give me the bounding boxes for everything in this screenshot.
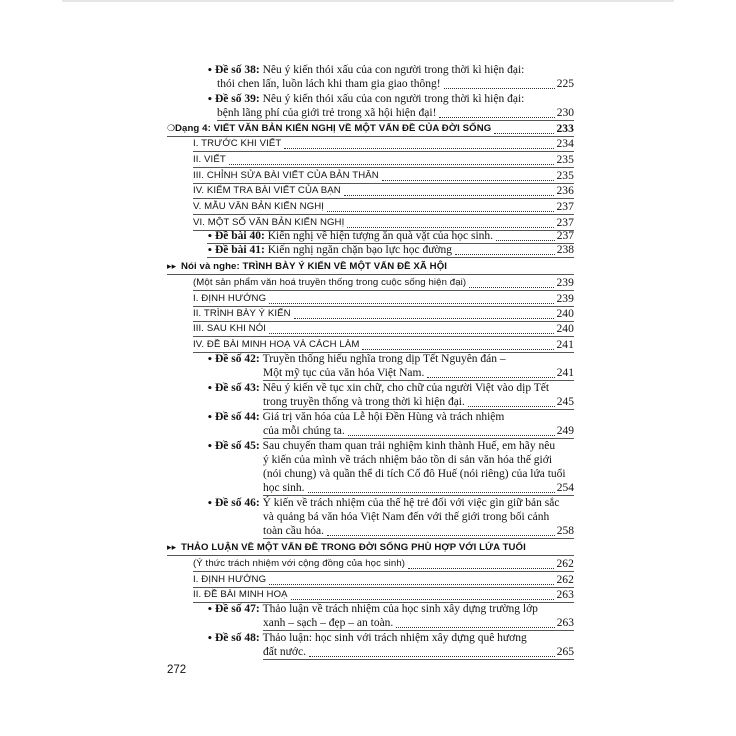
toc-entry-text [263,454,552,466]
entry-title: và quảng bá văn hóa Việt Nam đến với thế giới trong bối cảnh [263,511,550,523]
entry-title: trong truyền thống và trong thời kì hiện đại. [263,396,465,408]
bullet-icon: • [207,66,213,76]
toc-entry-text [207,93,524,105]
entry-title: THẢO LUẬN VỀ MỘT VẤN ĐỀ TRONG ĐỜI SỐNG PHÙ HỢP VỚI LỨA TUỔI [181,542,526,553]
row-separator [193,167,574,168]
entry-title: đất nước. [263,646,306,658]
toc-entry-text [193,277,466,288]
toc-entry [167,541,574,555]
entry-page-number: 233 [556,123,574,135]
dot-leader [382,180,555,181]
toc-entry-text [263,425,345,437]
toc-entry [193,557,574,571]
entry-page-number: 262 [556,574,574,586]
dot-leader [469,287,554,288]
entry-label: Đề số 39: [215,93,263,105]
toc-entry [207,602,574,616]
bullet-icon: • [207,634,213,644]
entry-title: (nói chung) và quần thể di tích Cố đô Huế (nói riêng) của lứa tuổi [263,468,566,480]
entry-page-number: 263 [556,617,574,629]
bullet-icon: ▸▸ [167,543,177,553]
entry-page-number: 240 [556,323,574,335]
entry-page-number: 237 [556,201,574,213]
dot-leader [308,492,555,493]
toc-entry [207,496,574,510]
toc-entry [207,381,574,395]
entry-page-number: 265 [556,646,574,658]
entry-page-number: 263 [556,589,574,601]
toc-entry-text [263,525,324,537]
entry-title: ý kiến của mình về trách nhiệm bảo tồn di sản văn hóa thế giới [263,454,553,466]
dot-leader [344,195,555,196]
toc-entry [207,352,574,366]
dot-leader [269,584,554,585]
row-separator [207,257,574,258]
entry-label: Đề số 47: [215,603,263,615]
entry-label: Đề số 46: [215,497,263,509]
entry-page-number: 241 [556,367,574,379]
toc-entry-text [207,497,559,509]
row-separator [167,274,574,275]
entry-page-number: 262 [556,558,574,570]
toc-entry-text [217,78,441,90]
toc-entry-text [207,353,506,365]
entry-title: I. ĐỊNH HƯỚNG [193,574,267,585]
toc-entry-text [263,511,549,523]
entry-label: Đề số 42: [215,353,263,365]
toc-entry-text [263,468,566,480]
bullet-icon: • [207,499,213,509]
entry-page-number: 239 [556,293,574,305]
entry-title: II. TRÌNH BÀY Ý KIẾN [193,308,291,319]
entry-label: Đề số 45: [215,440,263,452]
entry-title: Một mỹ tục của văn hóa Việt Nam. [263,367,425,379]
dot-leader [348,435,555,436]
entry-title: Ý kiến về trách nhiệm của thế hệ trẻ đối với việc gìn giữ bản sắc [262,497,560,509]
dot-leader [284,148,554,149]
toc-entry [207,631,574,645]
entry-label: Đề số 44: [215,411,263,423]
row-separator [167,555,574,556]
toc-entry [193,322,574,336]
dot-leader [327,535,555,536]
toc-entry [193,573,574,587]
dot-leader [309,656,555,657]
toc-entry [263,510,574,524]
entry-label: Đề bài 40: [215,230,268,242]
entry-title: (Ý thức trách nhiệm với cộng đồng của học sinh) [193,558,406,569]
toc-entry-text [193,217,344,228]
toc-entry-text [193,339,359,350]
entry-title: Thảo luận về trách nhiệm của học sinh xây dựng trường lớp [262,603,538,615]
entry-label: Đề số 43: [215,382,263,394]
entry-page-number: 254 [556,482,574,494]
dot-leader [291,599,555,600]
toc-entry [263,481,574,495]
toc-entry [193,588,574,602]
toc-entry-text [167,542,526,553]
entry-title: Kiến nghị về hiện tượng ăn quà vặt của học sinh. [267,230,494,242]
entry-title: toàn cầu hóa. [263,525,324,537]
toc-entry-text [207,244,452,256]
toc-entry-text [193,138,281,149]
entry-page-number: 249 [556,425,574,437]
toc-entry-text [217,107,436,119]
entry-label: Đề số 48: [215,632,263,644]
toc-entry-text [263,396,465,408]
toc-entry [193,216,574,230]
toc-entry-text [193,558,405,569]
toc-entry-text [263,482,305,494]
toc-entry-text [193,154,226,165]
toc-entry-text [193,589,288,600]
entry-title: IV. ĐỀ BÀI MINH HOẠ VÀ CÁCH LÀM [193,339,360,350]
toc-entry [167,122,574,136]
toc-entry-text [207,632,527,644]
toc-entry [193,169,574,183]
entry-page-number: 234 [556,138,574,150]
entry-title: xanh – sạch – đẹp – an toàn. [263,617,394,629]
toc-entry [263,524,574,538]
entry-title: TRÌNH BÀY Ý KIẾN VỀ MỘT VẤN ĐỀ XÃ HỘI [242,261,448,272]
toc-entry-text [207,64,524,76]
entry-page-number: 238 [556,244,574,256]
toc-entry [193,184,574,198]
entry-title: Nêu ý kiến thói xấu của con người trong thời kì hiện đại: [262,64,525,76]
toc-entry [263,453,574,467]
toc-entry-text [193,201,324,212]
toc-entry-text [193,308,291,319]
entry-label: Đề bài 41: [215,244,268,256]
entry-page-number: 245 [556,396,574,408]
bullet-icon: • [207,355,213,365]
dot-leader [269,333,554,334]
row-separator [193,214,574,215]
entry-label: Đề số 38: [215,64,263,76]
entry-page-number: 239 [556,277,574,289]
toc-entry [167,260,574,274]
toc-entry [217,106,574,120]
toc-entry [263,395,574,409]
row-separator [263,659,574,660]
dot-leader [468,406,555,407]
row-separator [263,538,574,539]
page-number: 272 [167,664,187,676]
toc-entry-text [193,574,266,585]
bullet-icon: • [207,442,213,452]
toc-entry [263,366,574,380]
entry-page-number: 236 [556,185,574,197]
dot-leader [427,377,554,378]
dot-leader [294,318,555,319]
entry-title: Nêu ý kiến về tục xin chữ, cho chữ của người Việt vào dịp Tết [262,382,550,394]
row-separator [193,151,574,152]
toc-entry [193,307,574,321]
entry-title: (Một sản phẩm văn hoá truyền thống trong cuộc sống hiện đại) [193,277,467,288]
entry-title: VIẾT VĂN BẢN KIẾN NGHỊ VỀ MỘT VẤN ĐỀ CỦA ĐỜI SỐNG [213,123,492,134]
entry-title: Sau chuyến tham quan trải nghiệm kinh thành Huế, em hãy nêu [262,440,556,452]
bullet-icon: ▸▸ [167,262,177,272]
entry-page-number: 235 [556,154,574,166]
toc-entry [263,645,574,659]
toc-entry [263,424,574,438]
bullet-icon: • [207,95,213,105]
toc-entry [263,467,574,481]
bullet-icon: ❍ [167,124,176,134]
toc-entry [193,137,574,151]
entry-label: Dạng 4: [175,123,214,134]
bullet-icon: • [207,384,213,394]
row-separator [193,290,574,291]
bullet-icon: • [207,246,213,256]
entry-page-number: 241 [556,339,574,351]
toc-entry-text [263,617,393,629]
dot-leader [444,88,555,89]
bullet-icon: • [207,605,213,615]
toc-entry-text [167,261,447,272]
entry-title: Thảo luận: học sinh với trách nhiệm xây dựng quê hương [262,632,527,644]
toc-entry-text [193,293,266,304]
row-separator [217,120,574,121]
toc-entry [207,92,574,106]
row-separator [193,336,574,337]
toc-entry [193,338,574,352]
entry-title: IV. KIỂM TRA BÀI VIẾT CỦA BẠN [193,185,341,196]
dot-leader [362,349,554,350]
entry-title: VI. MỘT SỐ VĂN BẢN KIẾN NGHỊ [193,217,345,228]
entry-title: III. CHỈNH SỬA BÀI VIẾT CỦA BẢN THÂN [193,170,379,181]
entry-title: I. ĐỊNH HƯỚNG [193,293,267,304]
dot-leader [494,133,554,134]
toc-entry-text [207,440,555,452]
entry-page-number: 258 [556,525,574,537]
entry-page-number: 237 [556,230,574,242]
toc-entry-text [207,603,538,615]
entry-title: Giá trị văn hóa của Lễ hội Đền Hùng và trách nhiệm [262,411,505,423]
entry-label: Nói và nghe: [181,261,243,272]
toc-entry-text [193,170,379,181]
entry-title: V. MẪU VĂN BẢN KIẾN NGHỊ [193,201,325,212]
toc-entry-text [207,382,549,394]
entry-title: I. TRƯỚC KHI VIẾT [193,138,282,149]
row-separator [193,571,574,572]
dot-leader [327,211,554,212]
entry-title: của mỗi chúng ta. [263,425,345,437]
toc-entry [207,229,574,243]
dot-leader [396,627,554,628]
toc-entry [193,276,574,290]
toc-entry [193,153,574,167]
toc-entry [263,616,574,630]
toc-entry [193,200,574,214]
toc-entry-text [207,411,504,423]
bullet-icon: • [207,413,213,423]
toc-entry [193,292,574,306]
toc-entry-text [193,323,266,334]
entry-title: III. SAU KHI NÓI [193,323,267,334]
entry-title: II. VIẾT [193,154,226,165]
entry-title: bệnh lãng phí của giới trẻ trong xã hội hiện đại! [217,107,437,119]
toc-entry-text [263,646,306,658]
bullet-icon: • [207,232,213,242]
dot-leader [408,568,554,569]
dot-leader [439,117,554,118]
entry-page-number: 225 [556,78,574,90]
entry-title: thói chen lấn, luồn lách khi tham gia giao thông! [217,78,441,90]
toc-entry-text [263,367,424,379]
dot-leader [455,254,555,255]
toc-entry-text [193,185,341,196]
entry-title: Kiến nghị ngăn chặn bạo lực học đường [267,244,453,256]
toc-entry-text [207,230,493,242]
entry-title: Truyền thống hiếu nghĩa trong dịp Tết Nguyên đán – [262,353,506,365]
row-separator [193,198,574,199]
entry-page-number: 230 [556,107,574,119]
dot-leader [496,240,555,241]
toc-entry [207,243,574,257]
entry-title: học sinh. [263,482,305,494]
toc-entry [207,410,574,424]
toc-entry-text [167,123,491,134]
dot-leader [229,164,555,165]
entry-page-number: 237 [556,217,574,229]
entry-page-number: 240 [556,308,574,320]
entry-title: II. ĐỀ BÀI MINH HOẠ [193,589,288,600]
toc-entry [217,77,574,91]
dot-leader [269,303,554,304]
toc-entry [207,63,574,77]
toc-entry [207,439,574,453]
entry-page-number: 235 [556,170,574,182]
entry-title: Nêu ý kiến thói xấu của con người trong thời kì hiện đại: [262,93,525,105]
dot-leader [347,227,554,228]
